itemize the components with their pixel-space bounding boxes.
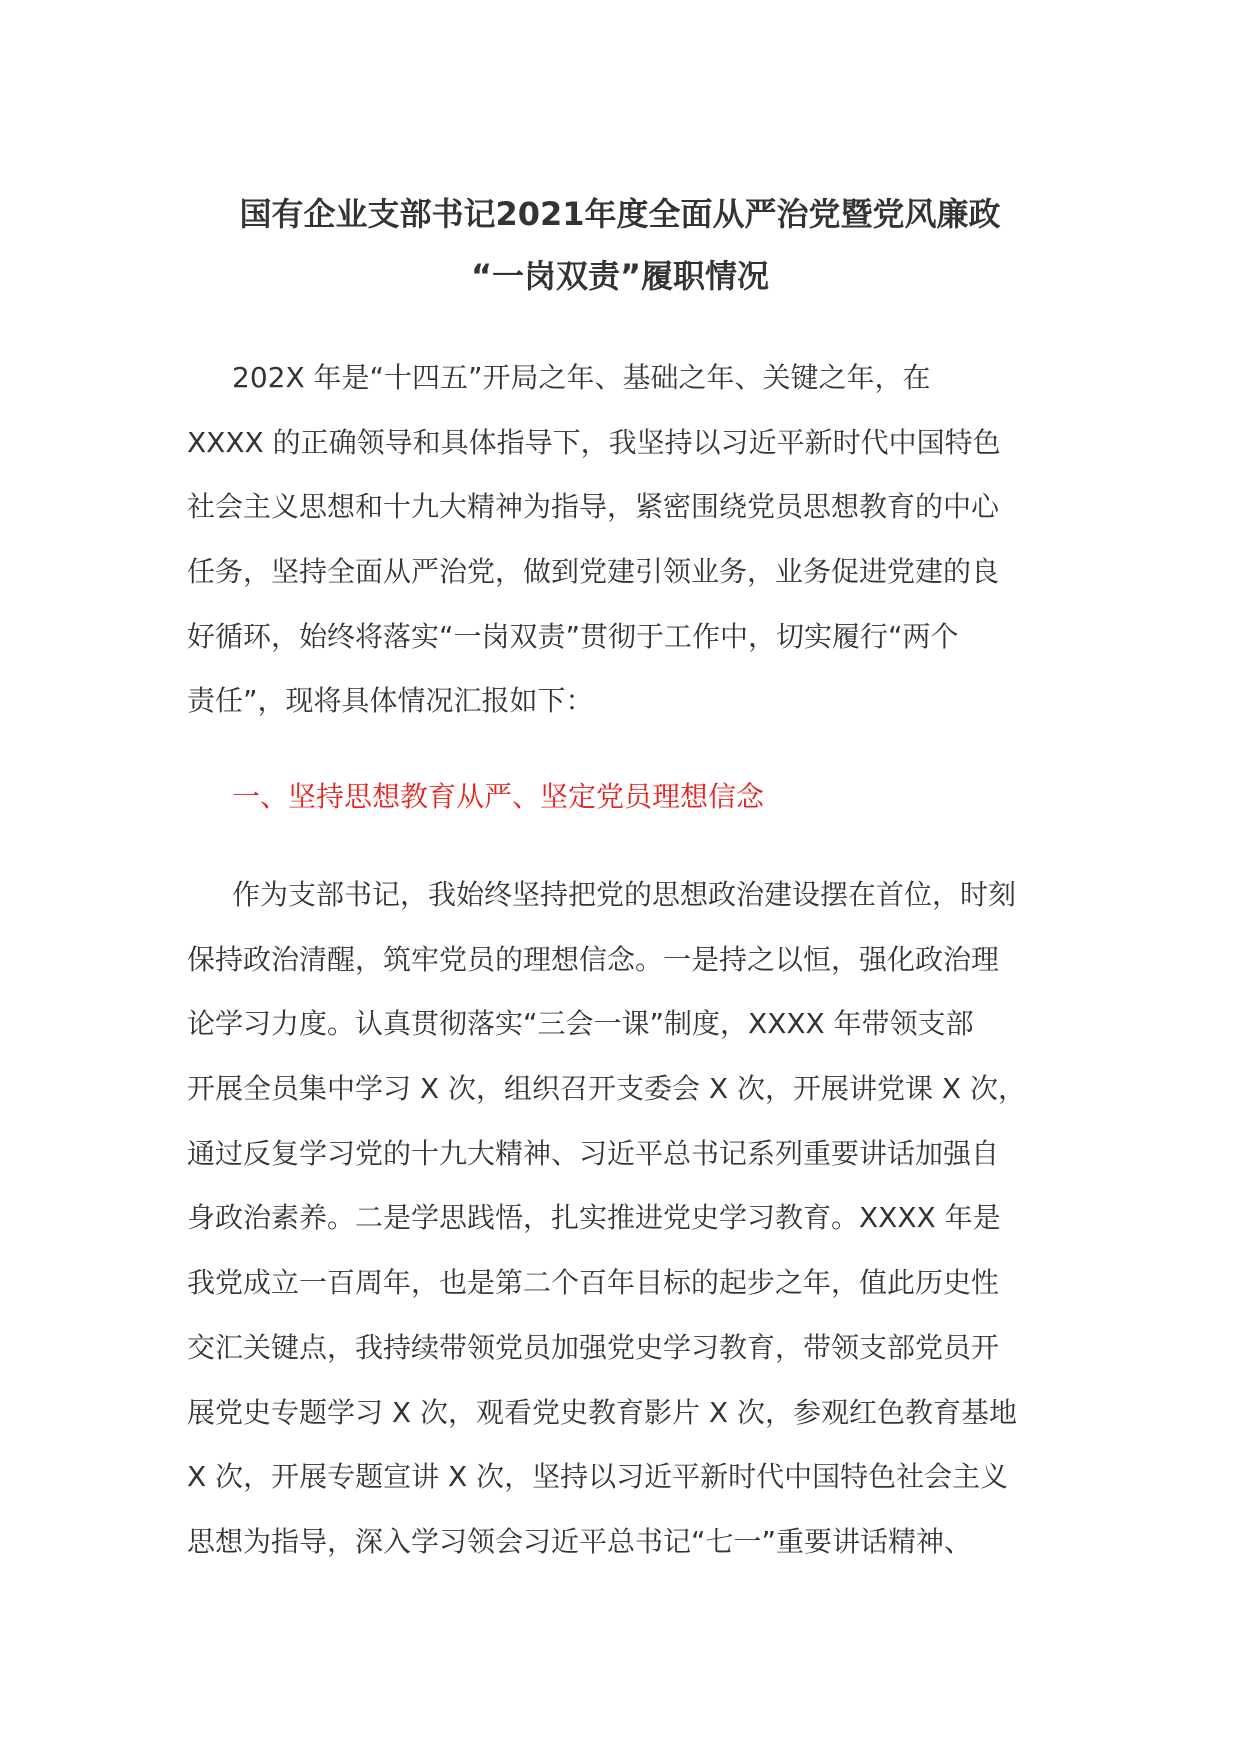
paragraph-line: 开展全员集中学习 X 次，组织召开支委会 X 次，开展讲党课 X 次， [187,1072,1026,1106]
paragraph-line: 好循环，始终将落实“一岗双责”贯彻于工作中，切实履行“两个 [187,619,959,653]
paragraph-line: 展党史专题学习 X 次，观看党史教育影片 X 次，参观红色教育基地 [187,1395,1017,1429]
paragraph-line: X 次，开展专题宣讲 X 次，坚持以习近平新时代中国特色社会主义 [187,1460,1009,1494]
paragraph-line: 通过反复学习党的十九大精神、习近平总书记系列重要讲话加强自 [187,1136,1000,1170]
paragraph-line: 论学习力度。认真贯彻落实“三会一课”制度，XXXX 年带领支部 [187,1007,974,1041]
paragraph-line: 责任”，现将具体情况汇报如下： [187,684,594,718]
paragraph-line: 202X 年是“十四五”开局之年、基础之年、关键之年，在 [232,361,931,394]
paragraph-line: 社会主义思想和十九大精神为指导，紧密围绕党员思想教育的中心 [187,490,1000,524]
document-title-line-1: 国有企业支部书记2021年度全面从严治党暨党风廉政 [239,195,1001,233]
paragraph-line: XXXX 的正确领导和具体指导下，我坚持以习近平新时代中国特色 [187,425,1001,459]
paragraph-line: 思想为指导，深入学习领会习近平总书记“七一”重要讲话精神、 [187,1524,973,1558]
section-heading-1: 一、坚持思想教育从严、坚定党员理想信念 [232,780,765,813]
paragraph-line: 任务，坚持全面从严治党，做到党建引领业务，业务促进党建的良 [187,555,1000,589]
document-title-line-2: “一岗双责”履职情况 [470,257,770,295]
paragraph-line: 身政治素养。二是学思践悟，扎实推进党史学习教育。XXXX 年是 [187,1201,1001,1235]
intro-paragraph [187,346,1067,734]
paragraph-line: 保持政治清醒，筑牢党员的理想信念。一是持之以恒，强化政治理 [187,942,1000,976]
paragraph-line: 交汇关键点，我持续带领党员加强党史学习教育，带领支部党员开 [187,1330,1000,1364]
section-1-paragraph [187,863,1067,1575]
paragraph-line: 作为支部书记，我始终坚持把党的思想政治建设摆在首位，时刻 [232,878,1017,911]
paragraph-line: 我党成立一百周年，也是第二个百年目标的起步之年，值此历史性 [187,1266,1000,1300]
